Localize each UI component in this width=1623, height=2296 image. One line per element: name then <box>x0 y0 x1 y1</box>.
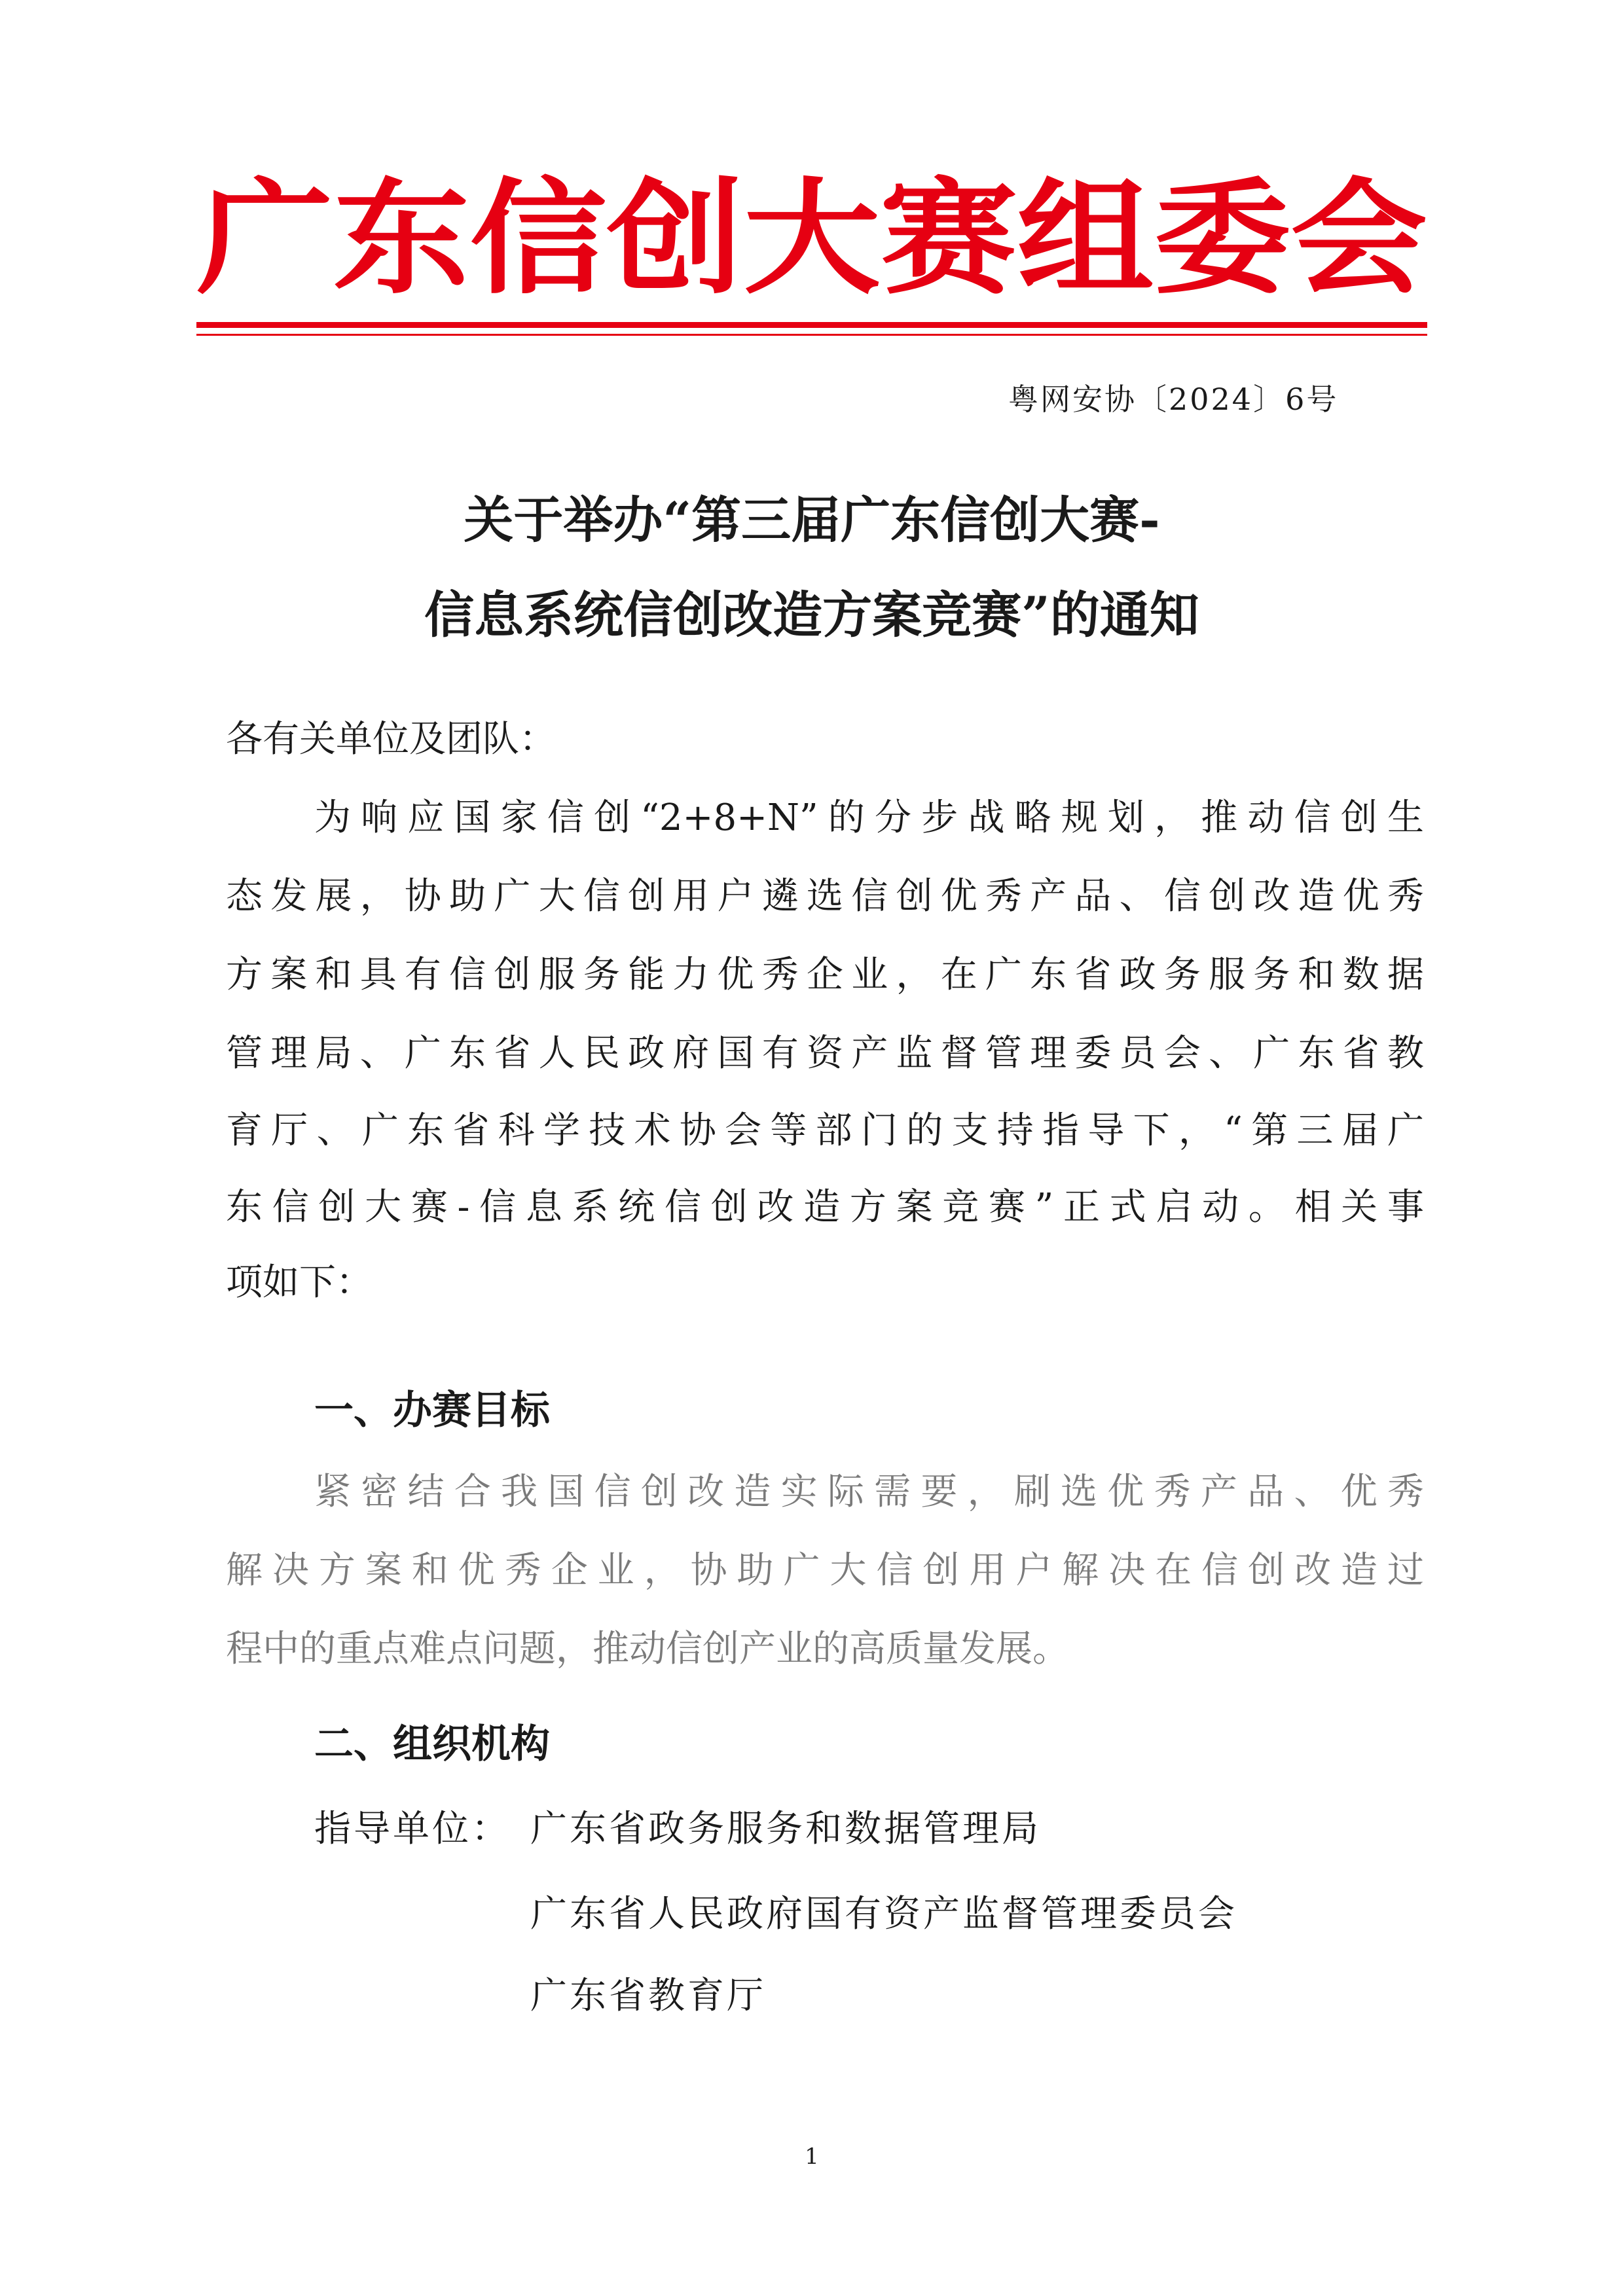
letterhead-rule-thick <box>196 322 1427 328</box>
salutation: 各有关单位及团队： <box>226 718 556 761</box>
guide-unit: 广东省政务服务和数据管理局 <box>530 1808 1041 1850</box>
intro-line: 育厅、广东省科学技术协会等部门的支持指导下，“第三届广 <box>226 1109 1424 1152</box>
intro-line: 为响应国家信创“2+8+N”的分步战略规划，推动信创生 <box>314 797 1424 839</box>
intro-line: 项如下： <box>226 1261 373 1304</box>
section1-line: 解决方案和优秀企业，协助广大信创用户解决在信创改造过 <box>226 1549 1424 1592</box>
notice-title-line-1: 关于举办“第三届广东信创大赛- <box>464 491 1160 549</box>
guide-units-label: 指导单位： <box>314 1808 511 1850</box>
organization-name: 广东信创大赛组委会 <box>196 165 1427 311</box>
intro-line: 东信创大赛-信息系统信创改造方案竞赛”正式启动。相关事 <box>226 1186 1424 1229</box>
intro-line: 方案和具有信创服务能力优秀企业，在广东省政务服务和数据 <box>226 954 1424 996</box>
guide-unit: 广东省教育厅 <box>530 1975 766 2017</box>
letterhead-rule-thin <box>196 334 1427 336</box>
document-number: 粤网安协〔2024〕6号 <box>1008 382 1339 417</box>
notice-title-line-2: 信息系统信创改造方案竞赛”的通知 <box>424 586 1199 644</box>
guide-unit: 广东省人民政府国有资产监督管理委员会 <box>530 1893 1237 1935</box>
section-heading: 二、组织机构 <box>314 1721 550 1767</box>
section1-line: 程中的重点难点问题，推动信创产业的高质量发展。 <box>226 1628 1069 1670</box>
section-heading: 一、办赛目标 <box>314 1388 550 1433</box>
page-number: 1 <box>805 2144 819 2170</box>
intro-line: 管理局、广东省人民政府国有资产监督管理委员会、广东省教 <box>226 1032 1424 1075</box>
letterhead-title <box>196 164 1440 314</box>
intro-line: 态发展，协助广大信创用户遴选信创优秀产品、信创改造优秀 <box>226 875 1424 918</box>
section1-line: 紧密结合我国信创改造实际需要，刷选优秀产品、优秀 <box>314 1471 1424 1513</box>
